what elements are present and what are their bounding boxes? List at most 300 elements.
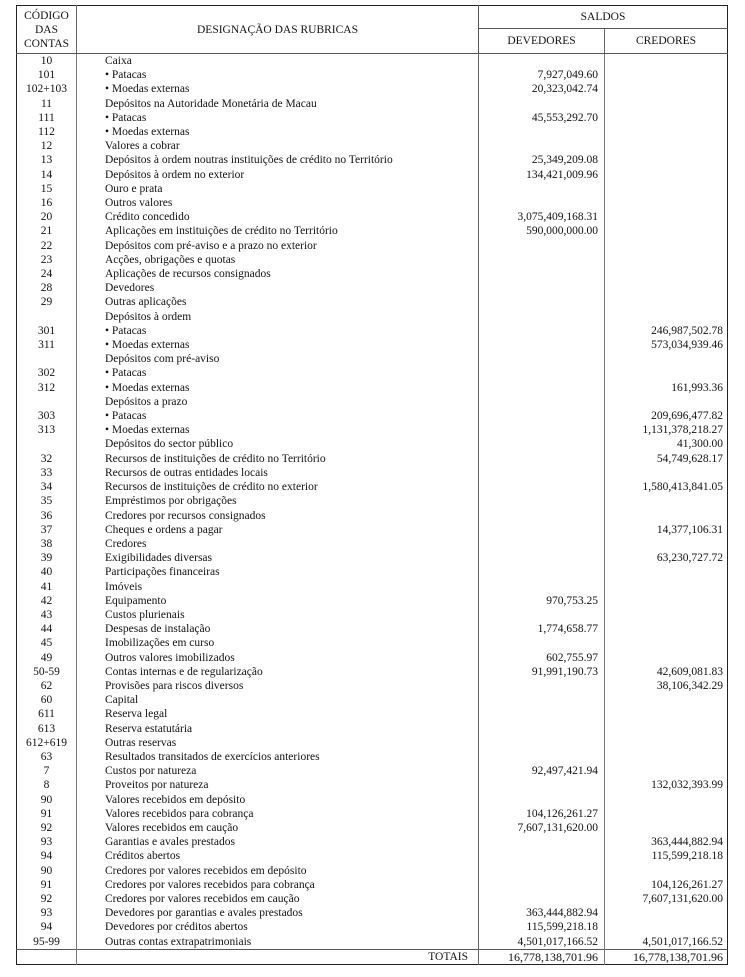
account-code: 13	[17, 153, 77, 167]
table-row	[17, 196, 728, 210]
account-description: Reserva legal	[77, 707, 479, 721]
debit-balance	[479, 693, 605, 707]
table-row	[17, 864, 728, 878]
credit-balance	[605, 366, 728, 380]
account-description: Aplicações em instituições de crédito no Território	[77, 224, 479, 238]
account-code: 90	[17, 864, 77, 878]
table-row	[17, 906, 728, 920]
account-code: 93	[17, 906, 77, 920]
debit-balance	[479, 636, 605, 650]
table-row	[17, 821, 728, 835]
debit-balance	[479, 722, 605, 736]
table-row	[17, 679, 728, 693]
balance-sheet	[16, 5, 727, 965]
debit-balance	[479, 480, 605, 494]
account-description: Recursos de outras entidades locais	[77, 466, 479, 480]
account-code: 8	[17, 778, 77, 792]
account-description: • Patacas	[77, 68, 479, 82]
debit-balance: 91,991,190.73	[479, 665, 605, 679]
debit-balance	[479, 523, 605, 537]
account-description: • Patacas	[77, 409, 479, 423]
debit-balance: 25,349,209.08	[479, 153, 605, 167]
account-description: Créditos abertos	[77, 849, 479, 863]
credit-balance	[605, 168, 728, 182]
account-description: Depósitos na Autoridade Monetária de Macau	[77, 97, 479, 111]
debit-balance	[479, 281, 605, 295]
account-code: 49	[17, 651, 77, 665]
table-row	[17, 707, 728, 721]
account-description: Depósitos do sector público	[77, 437, 479, 451]
account-code: 50-59	[17, 665, 77, 679]
debit-balance	[479, 580, 605, 594]
debit-balance	[479, 182, 605, 196]
credit-balance: 38,106,342.29	[656, 679, 724, 692]
account-description: Credores por valores recebidos em caução	[77, 892, 479, 906]
account-code: 11	[17, 97, 77, 111]
account-description: Despesas de instalação	[77, 622, 479, 636]
credit-balance: 4,501,017,166.52	[642, 935, 724, 948]
table-row	[17, 111, 728, 125]
credit-balance	[605, 111, 728, 125]
credit-balance	[605, 750, 728, 764]
account-code: 102+103	[17, 82, 77, 96]
account-description: Depósitos à ordem no exterior	[77, 168, 479, 182]
table-row	[17, 395, 728, 409]
account-description: Depósitos a prazo	[77, 395, 479, 409]
debit-balance	[479, 423, 605, 437]
table-row	[17, 82, 728, 96]
account-description: Depósitos à ordem	[77, 310, 479, 324]
credit-balance	[605, 565, 728, 579]
credit-balance: 1,131,378,218.27	[642, 424, 724, 437]
debit-balance	[479, 366, 605, 380]
credit-balance	[605, 210, 728, 224]
account-description: Caixa	[77, 54, 479, 69]
debit-balance	[479, 494, 605, 508]
table-row	[17, 778, 728, 792]
account-description: Recursos de instituições de crédito no Território	[77, 452, 479, 466]
account-description: Proveitos por natureza	[77, 778, 479, 792]
credit-balance: 41,300.00	[677, 438, 724, 451]
debit-balance	[479, 707, 605, 721]
credit-balance	[605, 509, 728, 523]
account-description: • Moedas externas	[77, 381, 479, 395]
account-code: 62	[17, 679, 77, 693]
credit-balance	[605, 622, 728, 636]
debit-balance	[479, 409, 605, 423]
table-row	[17, 168, 728, 182]
credit-balance	[605, 722, 728, 736]
table-row	[17, 54, 728, 69]
account-code: 32	[17, 452, 77, 466]
account-code: 302	[17, 366, 77, 380]
table-row	[17, 97, 728, 111]
credit-balance	[605, 764, 728, 778]
table-row	[17, 693, 728, 707]
debit-balance	[479, 679, 605, 693]
table-row	[17, 636, 728, 650]
debit-balance	[479, 310, 605, 324]
account-code: 44	[17, 622, 77, 636]
account-code: 63	[17, 750, 77, 764]
account-code: 112	[17, 125, 77, 139]
table-row	[17, 849, 728, 863]
debit-balance: 7,607,131,620.00	[479, 821, 605, 835]
account-code: 40	[17, 565, 77, 579]
account-description: Cheques e ordens a pagar	[77, 523, 479, 537]
credit-balance	[605, 864, 728, 878]
account-description: • Moedas externas	[77, 82, 479, 96]
credit-balance	[605, 494, 728, 508]
account-code: 613	[17, 722, 77, 736]
credit-balance	[605, 807, 728, 821]
table-row	[17, 324, 728, 338]
account-description: Valores recebidos para cobrança	[77, 807, 479, 821]
account-description: Recursos de instituições de crédito no exterior	[77, 480, 479, 494]
table-row	[17, 210, 728, 224]
account-description: Equipamento	[77, 594, 479, 608]
account-description: Acções, obrigações e quotas	[77, 253, 479, 267]
credit-balance	[605, 707, 728, 721]
account-description: Depósitos com pré-aviso e a prazo no exterior	[77, 239, 479, 253]
account-description: Valores recebidos em caução	[77, 821, 479, 835]
account-description: Imobilizações em curso	[77, 636, 479, 650]
account-code: 94	[17, 849, 77, 863]
account-description: Valores a cobrar	[77, 139, 479, 153]
debit-balance: 7,927,049.60	[479, 68, 605, 82]
account-description: Credores por valores recebidos para cobrança	[77, 878, 479, 892]
debit-balance: 602,755.97	[479, 651, 605, 665]
credit-balance	[605, 821, 728, 835]
credit-balance	[605, 182, 728, 196]
table-row	[17, 736, 728, 750]
table-row	[17, 935, 728, 950]
table-row	[17, 68, 728, 82]
credit-balance: 363,444,882.94	[651, 836, 724, 849]
table-body	[17, 54, 728, 965]
debit-balance	[479, 125, 605, 139]
table-row	[17, 125, 728, 139]
account-description: Credores por recursos consignados	[77, 509, 479, 523]
totals-credit: 16,778,138,701.96	[605, 949, 728, 964]
debit-balance: 104,126,261.27	[479, 807, 605, 821]
account-code: 28	[17, 281, 77, 295]
account-code: 45	[17, 636, 77, 650]
account-description: Reserva estatutária	[77, 722, 479, 736]
account-code: 93	[17, 835, 77, 849]
account-description: Exigibilidades diversas	[77, 551, 479, 565]
debit-balance	[479, 892, 605, 906]
header-code-line: DAS	[34, 23, 58, 36]
table-row	[17, 622, 728, 636]
credit-balance	[605, 224, 728, 238]
credit-balance	[605, 253, 728, 267]
account-description: Ouro e prata	[77, 182, 479, 196]
account-description: Devedores por garantias e avales prestados	[77, 906, 479, 920]
debit-balance: 363,444,882.94	[479, 906, 605, 920]
account-code: 312	[17, 381, 77, 395]
credit-balance	[605, 636, 728, 650]
credit-balance	[605, 580, 728, 594]
header-description: DESIGNAÇÃO DAS RUBRICAS	[77, 6, 479, 54]
account-code: 95-99	[17, 935, 77, 950]
account-code	[17, 395, 77, 409]
debit-balance	[479, 324, 605, 338]
account-code: 612+619	[17, 736, 77, 750]
credit-balance	[605, 139, 728, 153]
account-description: Devedores	[77, 281, 479, 295]
account-code: 42	[17, 594, 77, 608]
credit-balance	[605, 608, 728, 622]
table-row	[17, 224, 728, 238]
credit-balance: 104,126,261.27	[651, 878, 724, 891]
credit-balance: 246,987,502.78	[651, 324, 724, 337]
table-row	[17, 139, 728, 153]
account-description: Outras contas extrapatrimoniais	[77, 935, 479, 950]
account-code: 20	[17, 210, 77, 224]
account-description: Credores	[77, 537, 479, 551]
table-row	[17, 153, 728, 167]
table-row	[17, 466, 728, 480]
credit-balance	[605, 920, 728, 934]
account-code: 313	[17, 423, 77, 437]
debit-balance	[479, 295, 605, 309]
table-row	[17, 651, 728, 665]
table-row	[17, 722, 728, 736]
credit-balance: 1,580,413,841.05	[642, 481, 724, 494]
debit-balance	[479, 778, 605, 792]
debit-balance	[479, 864, 605, 878]
debit-balance: 4,501,017,166.52	[479, 935, 605, 950]
debit-balance	[479, 395, 605, 409]
account-code: 41	[17, 580, 77, 594]
account-code: 303	[17, 409, 77, 423]
credit-balance	[605, 295, 728, 309]
account-code	[17, 352, 77, 366]
header-account-code	[17, 6, 77, 54]
account-description: Empréstimos por obrigações	[77, 494, 479, 508]
credit-balance	[605, 395, 728, 409]
credit-balance	[605, 196, 728, 210]
account-description: • Patacas	[77, 324, 479, 338]
credit-balance	[605, 793, 728, 807]
account-description: Crédito concedido	[77, 210, 479, 224]
debit-balance	[479, 750, 605, 764]
account-description: Resultados transitados de exercícios anteriores	[77, 750, 479, 764]
table-row	[17, 750, 728, 764]
credit-balance: 115,599,218.18	[651, 850, 724, 863]
account-code: 611	[17, 707, 77, 721]
account-description: Aplicações de recursos consignados	[77, 267, 479, 281]
debit-balance	[479, 381, 605, 395]
credit-balance: 63,230,727.72	[656, 552, 724, 565]
account-code: 94	[17, 920, 77, 934]
debit-balance	[479, 239, 605, 253]
balance-table	[16, 5, 728, 965]
table-row	[17, 409, 728, 423]
account-code: 16	[17, 196, 77, 210]
account-code: 34	[17, 480, 77, 494]
debit-balance	[479, 437, 605, 451]
account-code: 7	[17, 764, 77, 778]
header-saldos: SALDOS	[479, 6, 728, 29]
debit-balance	[479, 466, 605, 480]
debit-balance: 92,497,421.94	[479, 764, 605, 778]
table-row	[17, 253, 728, 267]
account-code: 43	[17, 608, 77, 622]
credit-balance	[605, 310, 728, 324]
account-description: Depósitos com pré-aviso	[77, 352, 479, 366]
header-credores: CREDORES	[605, 29, 728, 54]
debit-balance: 20,323,042.74	[479, 82, 605, 96]
account-description: Credores por valores recebidos em depósito	[77, 864, 479, 878]
table-row	[17, 310, 728, 324]
totals-code-cell	[17, 949, 77, 964]
account-code: 301	[17, 324, 77, 338]
account-code: 38	[17, 537, 77, 551]
debit-balance: 3,075,409,168.31	[479, 210, 605, 224]
table-row	[17, 537, 728, 551]
credit-balance: 7,607,131,620.00	[642, 892, 724, 905]
debit-balance	[479, 849, 605, 863]
account-code: 21	[17, 224, 77, 238]
account-description: • Moedas externas	[77, 423, 479, 437]
table-row	[17, 338, 728, 352]
debit-balance	[479, 352, 605, 366]
account-code: 23	[17, 253, 77, 267]
credit-balance	[605, 97, 728, 111]
table-row	[17, 437, 728, 451]
account-description: Devedores por créditos abertos	[77, 920, 479, 934]
debit-balance: 115,599,218.18	[479, 920, 605, 934]
account-description: Participações financeiras	[77, 565, 479, 579]
account-code: 91	[17, 807, 77, 821]
debit-balance	[479, 565, 605, 579]
table-row	[17, 665, 728, 679]
debit-balance	[479, 97, 605, 111]
header-code-line: CONTAS	[23, 37, 70, 50]
account-description: Outros valores	[77, 196, 479, 210]
debit-balance	[479, 793, 605, 807]
debit-balance	[479, 54, 605, 69]
header-devedores: DEVEDORES	[479, 29, 605, 54]
credit-balance	[605, 267, 728, 281]
credit-balance: 573,034,939.46	[651, 339, 724, 352]
table-row	[17, 565, 728, 579]
account-description: • Patacas	[77, 111, 479, 125]
account-description: Custos por natureza	[77, 764, 479, 778]
credit-balance	[605, 693, 728, 707]
account-description: Contas internas e de regularização	[77, 665, 479, 679]
table-row	[17, 594, 728, 608]
credit-balance: 54,749,628.17	[656, 452, 724, 465]
debit-balance	[479, 509, 605, 523]
account-code	[17, 310, 77, 324]
credit-balance	[605, 239, 728, 253]
account-code: 10	[17, 54, 77, 69]
credit-balance: 14,377,106.31	[656, 523, 724, 536]
account-code: 12	[17, 139, 77, 153]
debit-balance	[479, 878, 605, 892]
account-code: 90	[17, 793, 77, 807]
table-row	[17, 807, 728, 821]
table-row	[17, 793, 728, 807]
table-row	[17, 878, 728, 892]
debit-balance	[479, 452, 605, 466]
credit-balance: 132,032,393.99	[651, 779, 724, 792]
account-description: • Patacas	[77, 366, 479, 380]
totals-label: TOTAIS	[77, 949, 479, 964]
debit-balance: 134,421,009.96	[479, 168, 605, 182]
credit-balance	[605, 153, 728, 167]
account-description: Outros valores imobilizados	[77, 651, 479, 665]
debit-balance	[479, 736, 605, 750]
table-row	[17, 239, 728, 253]
debit-balance	[479, 537, 605, 551]
account-description: Valores recebidos em depósito	[77, 793, 479, 807]
credit-balance: 161,993.36	[671, 381, 724, 394]
account-code: 39	[17, 551, 77, 565]
credit-balance	[605, 736, 728, 750]
account-description: Imóveis	[77, 580, 479, 594]
table-row	[17, 608, 728, 622]
account-code: 22	[17, 239, 77, 253]
table-row	[17, 267, 728, 281]
totals-debit: 16,778,138,701.96	[479, 949, 605, 964]
account-code: 60	[17, 693, 77, 707]
account-code: 91	[17, 878, 77, 892]
debit-balance	[479, 267, 605, 281]
account-code: 101	[17, 68, 77, 82]
credit-balance	[605, 281, 728, 295]
header-code-line: CÓDIGO	[24, 9, 69, 22]
account-description: Depósitos à ordem noutras instituições de crédito no Território	[77, 153, 479, 167]
account-description: Outras aplicações	[77, 295, 479, 309]
credit-balance: 42,609,081.83	[656, 665, 724, 678]
table-row	[17, 509, 728, 523]
debit-balance	[479, 253, 605, 267]
table-row	[17, 835, 728, 849]
credit-balance	[605, 594, 728, 608]
account-description: • Moedas externas	[77, 125, 479, 139]
account-code: 36	[17, 509, 77, 523]
debit-balance	[479, 608, 605, 622]
credit-balance	[605, 537, 728, 551]
credit-balance: 209,696,477.82	[651, 410, 724, 423]
credit-balance	[605, 125, 728, 139]
account-code: 92	[17, 821, 77, 835]
table-row	[17, 920, 728, 934]
table-row	[17, 295, 728, 309]
credit-balance	[605, 352, 728, 366]
account-description: Garantias e avales prestados	[77, 835, 479, 849]
account-code: 37	[17, 523, 77, 537]
debit-balance: 590,000,000.00	[479, 224, 605, 238]
table-row	[17, 452, 728, 466]
debit-balance: 970,753.25	[479, 594, 605, 608]
account-code: 24	[17, 267, 77, 281]
table-row	[17, 352, 728, 366]
credit-balance	[605, 54, 728, 69]
account-code: 35	[17, 494, 77, 508]
debit-balance: 1,774,658.77	[479, 622, 605, 636]
account-description: Capital	[77, 693, 479, 707]
debit-balance	[479, 338, 605, 352]
debit-balance: 45,553,292.70	[479, 111, 605, 125]
table-row	[17, 551, 728, 565]
account-code: 111	[17, 111, 77, 125]
account-code: 311	[17, 338, 77, 352]
